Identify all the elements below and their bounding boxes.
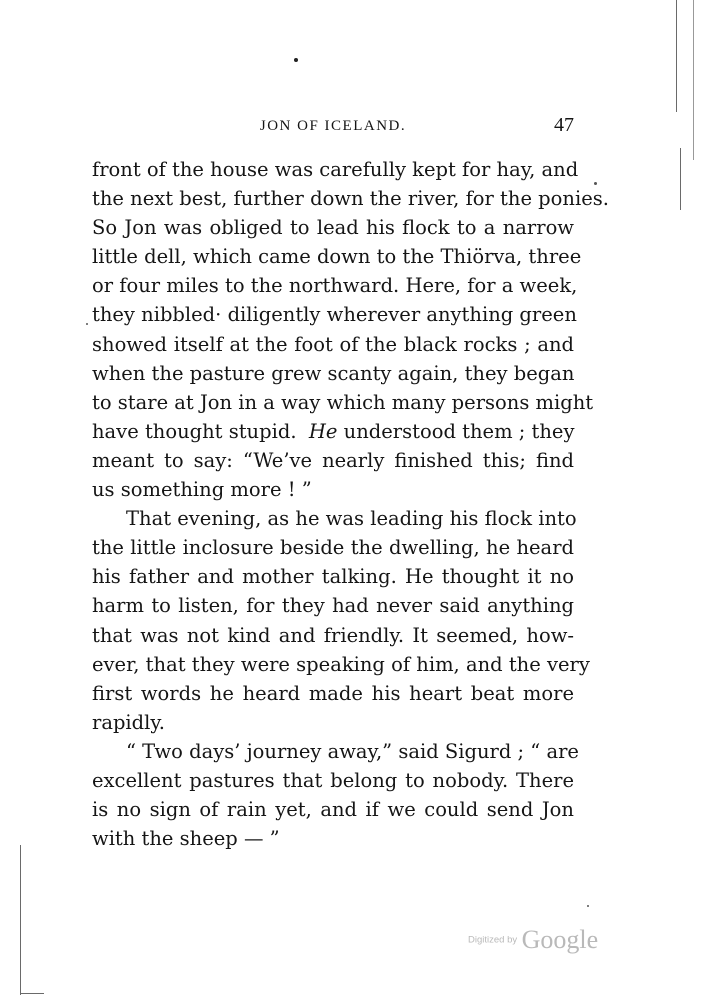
digitized-by-google-watermark [468,925,598,955]
page-number: 47 [554,114,574,136]
paper-speck [86,323,88,325]
scan-edge-line [676,0,677,112]
running-head [92,116,574,140]
text-line: excellent pastures that belong to nobody. There [92,768,574,792]
text-line: “ Two days’ journey away,” said Sigurd ; “ are [126,739,579,763]
text-line [92,417,574,446]
text-line: first words he heard made his heart beat more [92,681,574,705]
body-text [92,155,609,853]
text-line: with the sheep — ” [92,827,280,851]
text-line: front of the house was carefully kept for hay, and [92,158,579,181]
text-line: meant to say: “We’ve nearly finished this; find [92,448,574,472]
scan-edge-line [680,148,681,210]
text-line: to stare at Jon in a way which many persons might [92,390,594,414]
scan-edge-line [693,0,694,160]
paper-speck [594,182,597,185]
text-line: That evening, as he was leading his flock into [126,507,577,531]
text-line: harm to listen, for they had never said anything [92,594,574,618]
text-segment: have thought stupid. [92,419,297,443]
text-line: showed itself at the foot of the black rocks ; and [92,332,574,356]
running-title: JON OF ICELAND. [259,118,407,134]
italic-word: He [308,419,338,443]
ink-dot [294,58,298,62]
text-line: when the pasture grew scanty again, they began [92,361,575,385]
paper-speck [587,905,589,907]
google-logo: Google [521,925,599,954]
text-line: us something more ! ” [92,478,312,502]
text-line: little dell, which came down to the Thiörva, three [92,245,582,269]
scan-edge-line [20,993,44,994]
text-segment: understood them ; they [343,419,575,443]
text-line: that was not kind and friendly. It seemed, how- [92,623,574,647]
text-line: the next best, further down the river, for the ponies. [92,187,609,211]
text-line: or four miles to the northward. Here, for a week, [92,274,578,298]
text-line: they nibbled· diligently wherever anything green [92,303,577,327]
text-line: rapidly. [92,710,166,734]
text-line: the little inclosure beside the dwelling, he heard [92,536,574,560]
text-line: his father and mother talking. He thought it no [92,565,574,589]
text-line: is no sign of rain yet, and if we could send Jon [92,798,574,822]
text-line: ever, that they were speaking of him, and the very [92,652,590,676]
scan-edge-line [20,845,21,995]
watermark-prefix: Digitized by [468,934,518,946]
text-line: So Jon was obliged to lead his flock to a narrow [92,216,574,240]
